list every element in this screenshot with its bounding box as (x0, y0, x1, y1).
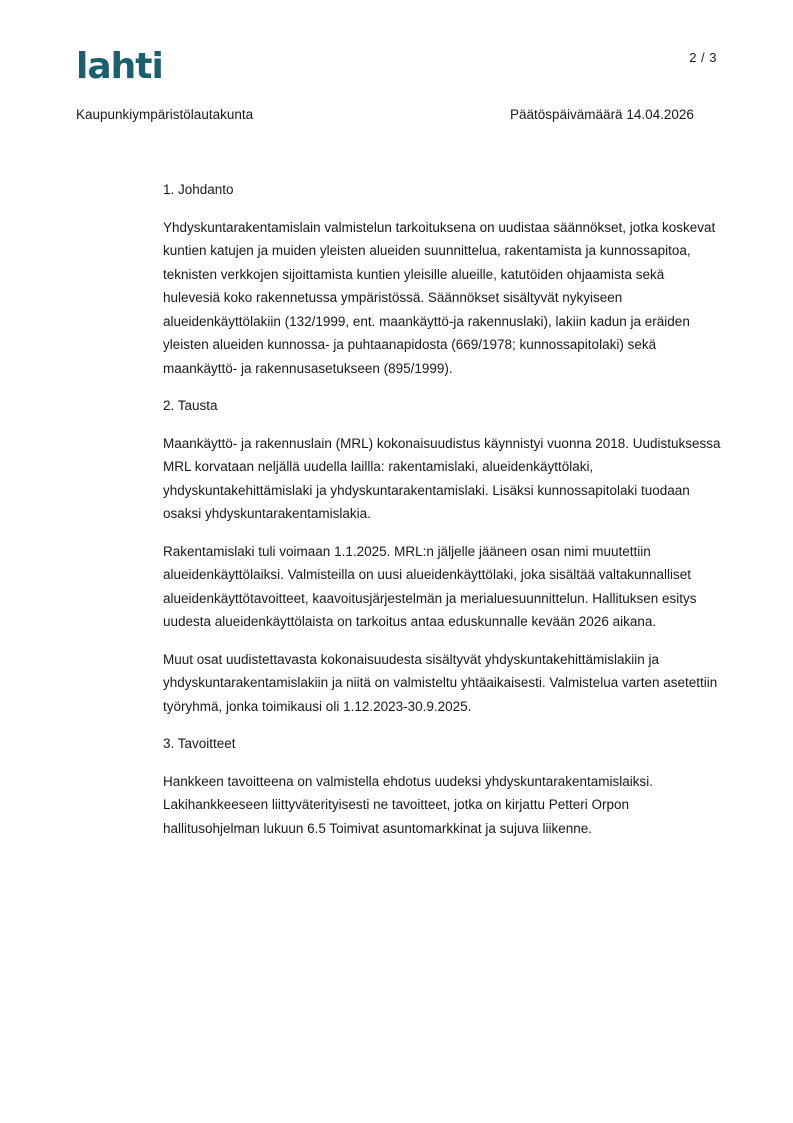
section-goals (163, 732, 723, 840)
section-heading: 1. Johdanto (163, 182, 234, 197)
paragraph: Muut osat uudistettavasta kokonaisuudesta sisältyvät yhdyskuntakehittämislakiin ja yhdyskuntarakentamislakiin ja niitä on valmisteltu yhtäaikaisesti. Valmistelua varten asetettiin työryhmä, jonka toimikausi oli 1.12.2023-30.9.2025. (163, 651, 718, 714)
committee-name: Kaupunkiympäristölautakunta (76, 107, 254, 122)
document-body (163, 178, 723, 854)
page-number: 2 / 3 (689, 50, 717, 65)
decision-date-label: Päätöspäivämäärä (510, 107, 623, 122)
section-heading: 3. Tavoitteet (163, 736, 236, 751)
paragraph: Maankäyttö- ja rakennuslain (MRL) kokonaisuudistus käynnistyi vuonna 2018. Uudistuksessa MRL korvataan neljällä uudella laillla: rakentamislaki, alueidenkäyttölaki, yhdyskuntakehittämislaki ja yhdyskuntarakentamislaki. Lisäksi kunnossapitolaki tuodaan osaksi yhdyskuntarakentamislakia. (163, 435, 721, 521)
paragraph: Yhdyskuntarakentamislain valmistelun tarkoituksena on uudistaa säännökset, jotka koskevat kuntien katujen ja muiden yleisten alueiden suunnittelua, rakentamista ja kunnossapitoa, teknisten verkkojen sijoittamista kuntien yleisille alueille, katutöiden ohjaamista sekä hulevesiä koko rakennetussa ympäristössä. Säännökset sisältyvät nykyiseen alueidenkäyttölakiin (132/1999, ent. maankäyttö-ja rakennuslaki), lakiin kadun ja eräiden yleisten alueiden kunnossa- ja puhtaanapidosta (669/1978; kunnossapitolaki) sekä maankäyttö- ja rakennusasetukseen (895/1999). (163, 219, 716, 376)
section-introduction (163, 178, 723, 380)
section-background (163, 394, 723, 718)
paragraph: Rakentamislaki tuli voimaan 1.1.2025. MRL:n jäljelle jääneen osan nimi muutettiin alueidenkäyttölaiksi. Valmisteilla on uusi alueidenkäyttölaki, joka sisältää valtakunnalliset alueidenkäyttötavoitteet, kaavoitusjärjestelmän ja merialuesuunnittelun. Hallituksen esitys uudesta alueidenkäyttölaista on tarkoitus antaa eduskunnalle kevään 2026 aikana. (163, 543, 697, 629)
decision-date (510, 107, 694, 122)
decision-date-value: 14.04.2026 (626, 107, 694, 122)
section-heading: 2. Tausta (163, 398, 218, 413)
lahti-logo (76, 47, 171, 83)
logo-text: lahti (76, 47, 163, 83)
paragraph: Hankkeen tavoitteena on valmistella ehdotus uudeksi yhdyskuntarakentamislaiksi. Lakihankkeeseen liittyväterityisesti ne tavoitteet, jotka on kirjattu Petteri Orpon hallitusohjelman lukuun 6.5 Toimivat asuntomarkkinat ja sujuva liikenne. (163, 773, 654, 836)
